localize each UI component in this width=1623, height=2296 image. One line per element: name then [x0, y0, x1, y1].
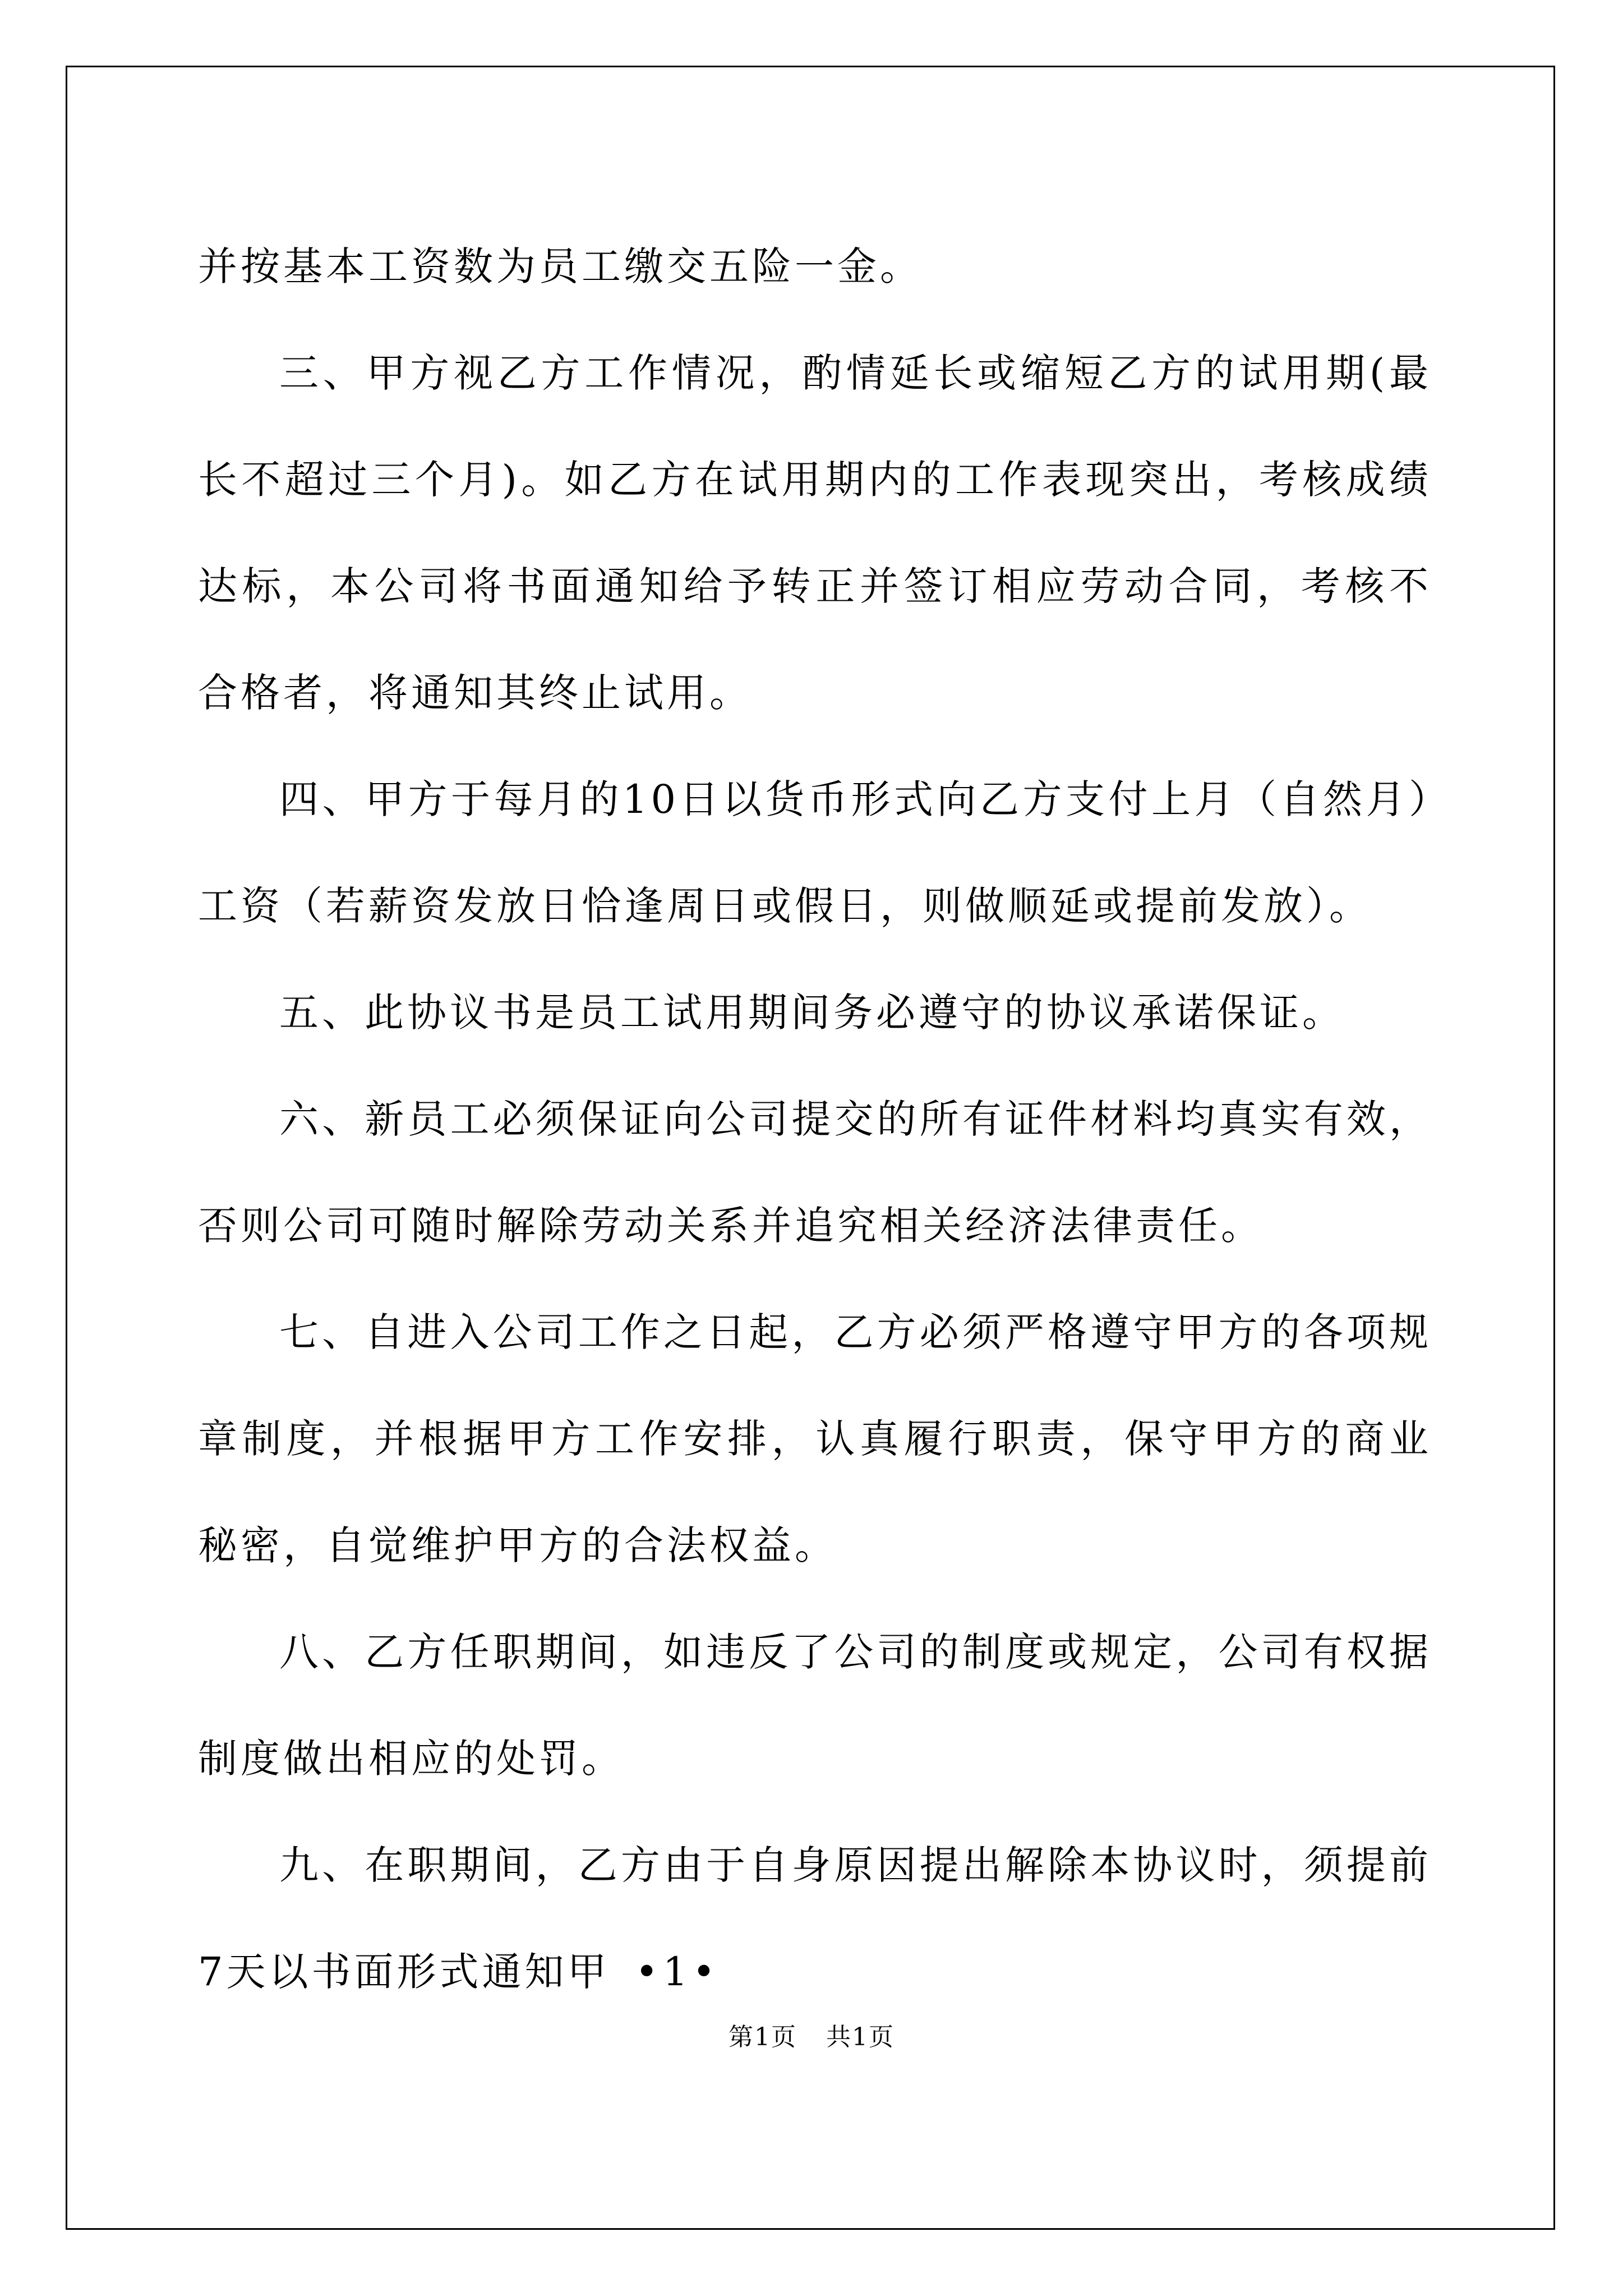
paragraph-clause-6: 六、新员工必须保证向公司提交的所有证件材料均真实有效，否则公司可随时解除劳动关系并追究相关经济法律责任。	[198, 1096, 1432, 1249]
paragraph-clause-8: 八、乙方任职期间，如违反了公司的制度或规定，公司有权据制度做出相应的处罚。	[198, 1629, 1432, 1782]
page-footer	[0, 2021, 1623, 2054]
paragraph-clause-3: 三、甲方视乙方工作情况，酌情延长或缩短乙方的试用期(最长不超过三个月)。如乙方在试用期内的工作表现突出，考核成绩达标，本公司将书面通知给予转正并签订相应劳动合同，考核不合格者，将通知其终止试用。	[198, 350, 1432, 716]
paragraph-clause-7: 七、自进入公司工作之日起，乙方必须严格遵守甲方的各项规章制度，并根据甲方工作安排，认真履行职责，保守甲方的商业秘密，自觉维护甲方的合法权益。	[198, 1309, 1432, 1568]
footer-page-number: 第1页	[728, 2023, 797, 2051]
paragraph-clause-4: 四、甲方于每月的10日以货币形式向乙方支付上月（自然月）工资（若薪资发放日恰逢周日或假日，则做顺延或提前发放）。	[198, 776, 1432, 929]
paragraph-clause-9	[198, 1812, 1432, 2025]
document-body	[198, 213, 1432, 2025]
inline-page-mark: •1•	[635, 1949, 720, 1995]
footer-total-pages: 共1页	[826, 2023, 895, 2051]
paragraph-clause-5: 五、此协议书是员工试用期间务必遵守的协议承诺保证。	[279, 990, 1345, 1036]
paragraph-continuation: 并按基本工资数为员工缴交五险一金。	[198, 243, 923, 289]
paragraph-clause-9-text: 九、在职期间，乙方由于自身原因提出解除本协议时，须提前7天以书面形式通知甲	[198, 1842, 1432, 1995]
